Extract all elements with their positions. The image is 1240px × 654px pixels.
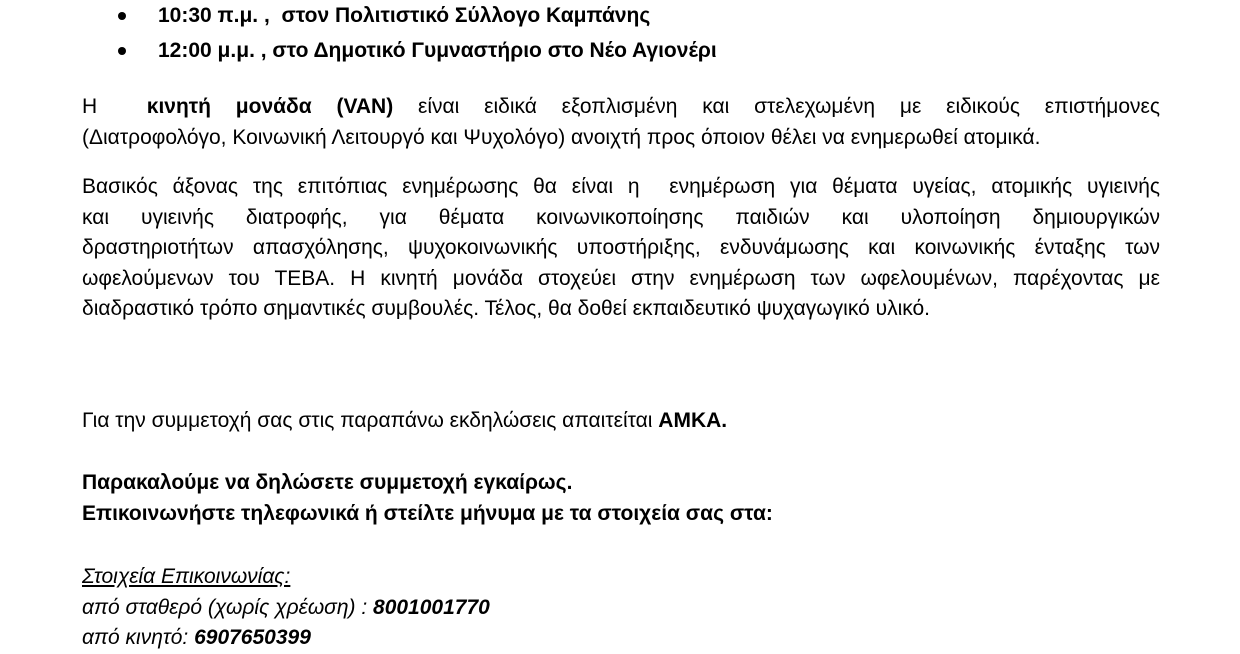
mobile-number[interactable]: 6907650399 — [194, 626, 311, 649]
amka-note-text: Για την συμμετοχή σας στις παραπάνω εκδηλώσεις απαιτείται — [82, 409, 659, 432]
contact-mobile — [82, 623, 490, 654]
cta-line-1: Παρακαλούμε να δηλώσετε συμμετοχή εγκαίρως. — [82, 471, 573, 494]
mobile-label: από κινητό: — [82, 626, 195, 649]
main-axis-line: διαδραστικό τρόπο σημαντικές συμβουλές. Τέλος, θα δοθεί εκπαιδευτικό ψυχαγωγικό υλικό. — [82, 297, 930, 320]
schedule-list — [118, 2, 717, 72]
contact-landline — [82, 593, 490, 624]
contact-info — [82, 562, 490, 654]
schedule-place: στον Πολιτιστικό Σύλλογο Καμπάνης — [269, 4, 651, 27]
main-axis-line: και υγιεινής διατροφής, για θέματα κοινωνικοποίησης παιδιών και υλοποίηση δημιουργικών — [82, 205, 1160, 229]
amka-bold: ΑΜΚΑ. — [658, 409, 728, 432]
list-item — [118, 2, 717, 37]
schedule-place: στο Δημοτικό Γυμναστήριο στο Νέο Αγιονέρι — [266, 39, 717, 62]
van-lead-text: Η — [82, 95, 122, 118]
amka-note — [82, 406, 727, 436]
bullet-icon — [118, 12, 126, 20]
landline-label: από σταθερό (χωρίς χρέωση) : — [82, 595, 374, 619]
van-description-line-1 — [82, 92, 1160, 123]
schedule-time: 12:00 μ.μ. , — [158, 39, 267, 62]
van-description — [82, 92, 1160, 153]
cta-line-2: Επικοινωνήστε τηλεφωνικά ή στείλτε μήνυμα με τα στοιχεία σας στα: — [82, 501, 773, 525]
contact-heading: Στοιχεία Επικοινωνίας: — [82, 565, 291, 588]
main-axis-line: ωφελούμενων του ΤΕΒΑ. Η κινητή μονάδα στοχεύει στην ενημέρωση των ωφελουμένων, παρέχοντας με — [82, 266, 1160, 290]
list-item — [118, 37, 717, 72]
van-line1-rest: είναι ειδικά εξοπλισμένη και στελεχωμένη με ειδικούς επιστήμονες — [393, 95, 1160, 118]
bullet-icon — [118, 47, 126, 55]
schedule-time: 10:30 π.μ. , — [158, 4, 270, 27]
main-axis-line: Βασικός άξονας της επιτόπιας ενημέρωσης θα είναι η ενημέρωση για θέματα υγείας, ατομικής υγιεινής — [82, 175, 1160, 198]
van-description-line-2: (Διατροφολόγο, Κοινωνική Λειτουργό και Ψυχολόγο) ανοιχτή προς όποιον θέλει να ενημερωθεί ατομικά. — [82, 125, 1041, 149]
van-bold-text: κινητή μονάδα (VAN) — [146, 95, 394, 118]
main-axis-paragraph — [82, 172, 1160, 325]
main-axis-line: δραστηριοτήτων απασχόλησης, ψυχοκοινωνικής υποστήριξης, ενδυνάμωσης και κοινωνικής ένταξης των — [82, 236, 1160, 259]
landline-number[interactable]: 8001001770 — [373, 595, 490, 619]
call-to-action — [82, 468, 773, 529]
